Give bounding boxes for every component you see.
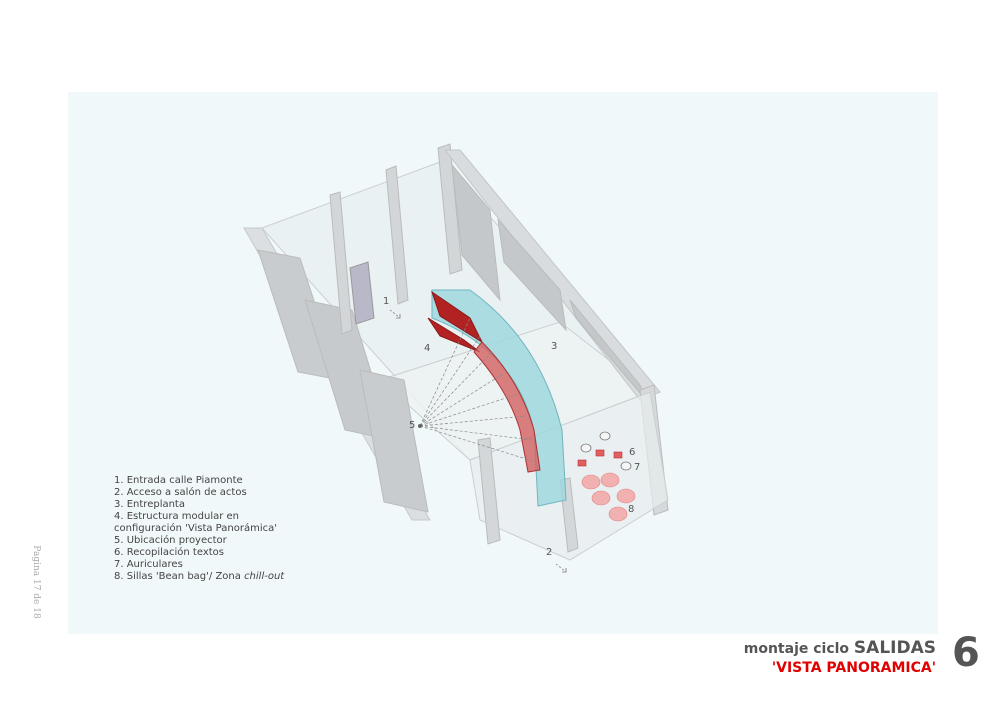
section-number: 6 [952,630,980,676]
legend-item: 6. Recopilación textos [114,547,224,558]
legend-item [114,571,284,583]
legend-item: 2. Acceso a salón de actos [114,487,247,498]
title-emphasis: SALIDAS [853,638,936,658]
projector-icon [418,424,422,428]
page-number: Pagina 17 de 18 [31,545,41,619]
callout-3: 3 [551,341,558,352]
legend [114,475,284,583]
title-line-1 [744,638,936,659]
legend-item-italic: chill-out [244,571,285,582]
title-prefix: montaje ciclo [743,641,854,657]
callout-4: 4 [424,343,431,354]
page-title [744,638,936,677]
callout-1: 1 [383,296,390,307]
legend-item: 3. Entreplanta [114,499,185,510]
legend-item: 5. Ubicación proyector [114,535,227,546]
callout-2: 2 [546,547,553,558]
legend-item: 1. Entrada calle Piamonte [114,475,243,486]
callout-7: 7 [634,462,641,473]
callout-5: 5 [409,420,416,431]
legend-item-text: 8. Sillas 'Bean bag'/ Zona [114,571,245,582]
callout-8: 8 [628,504,635,515]
legend-item: 4. Estructura modular en [114,511,240,522]
legend-item: configuración 'Vista Panorámica' [114,523,277,534]
title-line-2: 'VISTA PANORAMICA' [771,660,936,676]
callout-6: 6 [629,447,636,458]
legend-item: 7. Auriculares [114,559,183,570]
